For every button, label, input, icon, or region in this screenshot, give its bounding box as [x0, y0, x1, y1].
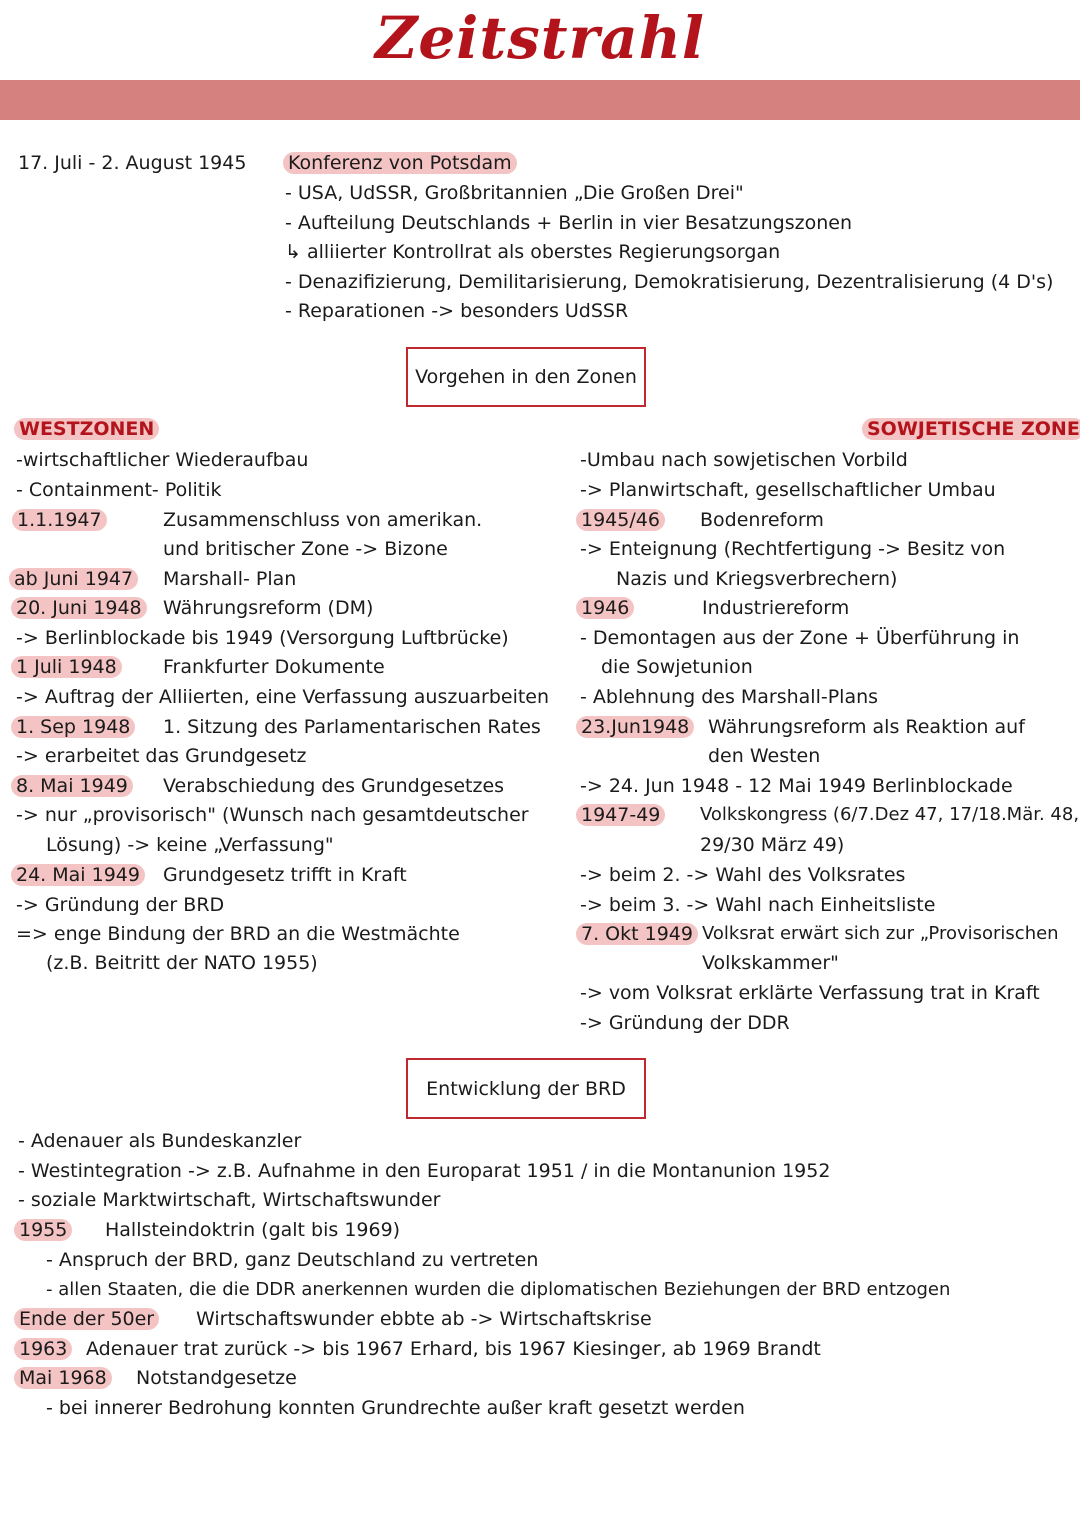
- west-text: Zusammenschluss von amerikan.: [163, 509, 483, 531]
- ost-sub: -> 24. Jun 1948 - 12 Mai 1949 Berlinblockade: [580, 775, 1013, 797]
- brd-line: - Westintegration -> z.B. Aufnahme in den Europarat 1951 / in die Montanunion 1952: [18, 1160, 831, 1182]
- west-text: Grundgesetz trifft in Kraft: [163, 864, 407, 886]
- ost-sub: -> beim 2. -> Wahl des Volksrates: [580, 864, 906, 886]
- west-sub: -> Gründung der BRD: [16, 894, 225, 916]
- west-intro: -wirtschaftlicher Wiederaufbau: [16, 449, 309, 471]
- west-text: Währungsreform (DM): [163, 597, 374, 619]
- brd-line: - soziale Marktwirtschaft, Wirtschaftswunder: [18, 1189, 441, 1211]
- brd-date: 1955: [14, 1219, 72, 1241]
- brd-date: Mai 1968: [14, 1367, 112, 1389]
- ost-sub: Nazis und Kriegsverbrechern): [616, 568, 898, 590]
- ost-sub: -> Enteignung (Rechtfertigung -> Besitz von: [580, 538, 1006, 560]
- ost-text: Volkskongress (6/7.Dez 47, 17/18.Mär. 48,: [700, 804, 1080, 825]
- brd-text: Adenauer trat zurück -> bis 1967 Erhard, bis 1967 Kiesinger, ab 1969 Brandt: [86, 1338, 821, 1360]
- ost-sub: -> vom Volksrat erklärte Verfassung trat in Kraft: [580, 982, 1040, 1004]
- brd-text: Notstandgesetze: [136, 1367, 297, 1389]
- ost-date: 7. Okt 1949: [576, 923, 698, 945]
- potsdam-heading: Konferenz von Potsdam: [283, 152, 517, 174]
- page-title: Zeitstrahl: [375, 4, 705, 72]
- west-heading: WESTZONEN: [14, 418, 159, 440]
- ost-text: Industriereform: [702, 597, 850, 619]
- brd-text: Wirtschaftswunder ebbte ab -> Wirtschaftskrise: [196, 1308, 652, 1330]
- title-band: [0, 80, 1080, 120]
- west-date: 1 Juli 1948: [11, 656, 122, 678]
- ost-text: Bodenreform: [700, 509, 824, 531]
- ost-date: 1945/46: [576, 509, 665, 531]
- ost-sub: - Demontagen aus der Zone + Überführung in: [580, 627, 1020, 649]
- west-sub: -> Auftrag der Alliierten, eine Verfassung auszuarbeiten: [16, 686, 550, 708]
- ost-text: Währungsreform als Reaktion auf: [708, 716, 1025, 738]
- west-sub: -> Berlinblockade bis 1949 (Versorgung Luftbrücke): [16, 627, 509, 649]
- ost-text: 29/30 März 49): [700, 834, 845, 856]
- zonen-box: Vorgehen in den Zonen: [406, 347, 646, 407]
- ost-intro: -> Planwirtschaft, gesellschaftlicher Umbau: [580, 479, 996, 501]
- west-date: 1. Sep 1948: [11, 716, 135, 738]
- brd-text: Hallsteindoktrin (galt bis 1969): [105, 1219, 401, 1241]
- brd-line: - Adenauer als Bundeskanzler: [18, 1130, 302, 1152]
- potsdam-line: - Aufteilung Deutschlands + Berlin in vier Besatzungszonen: [285, 212, 852, 234]
- ost-sub: - Ablehnung des Marshall-Plans: [580, 686, 879, 708]
- west-text: 1. Sitzung des Parlamentarischen Rates: [163, 716, 541, 738]
- west-sub: (z.B. Beitritt der NATO 1955): [46, 952, 318, 974]
- ost-text: den Westen: [708, 745, 821, 767]
- west-sub: -> erarbeitet das Grundgesetz: [16, 745, 307, 767]
- brd-date: 1963: [14, 1338, 72, 1360]
- brd-date: Ende der 50er: [14, 1308, 159, 1330]
- ost-sub: -> Gründung der DDR: [580, 1012, 790, 1034]
- potsdam-line: - Denazifizierung, Demilitarisierung, Demokratisierung, Dezentralisierung (4 D's): [285, 271, 1054, 293]
- west-sub: -> nur „provisorisch" (Wunsch nach gesamtdeutscher: [16, 804, 529, 826]
- west-text: Marshall- Plan: [163, 568, 297, 590]
- potsdam-line: - USA, UdSSR, Großbritannien „Die Großen Drei": [285, 182, 744, 204]
- west-text: und britischer Zone -> Bizone: [163, 538, 448, 560]
- west-intro: - Containment- Politik: [16, 479, 222, 501]
- ost-date: 1947-49: [576, 804, 665, 826]
- ost-sub: -> beim 3. -> Wahl nach Einheitsliste: [580, 894, 936, 916]
- ost-text: Volksrat erwärt sich zur „Provisorischen: [702, 923, 1059, 944]
- west-date: 8. Mai 1949: [11, 775, 133, 797]
- ost-heading: SOWJETISCHE ZONE: [862, 418, 1080, 440]
- brd-sub: - bei innerer Bedrohung konnten Grundrechte außer kraft gesetzt werden: [46, 1397, 745, 1419]
- potsdam-line: - Reparationen -> besonders UdSSR: [285, 300, 629, 322]
- west-sub: Lösung) -> keine „Verfassung": [46, 834, 334, 856]
- brd-sub: - Anspruch der BRD, ganz Deutschland zu vertreten: [46, 1249, 539, 1271]
- ost-intro: -Umbau nach sowjetischen Vorbild: [580, 449, 908, 471]
- west-date: 1.1.1947: [12, 509, 107, 531]
- west-sub: => enge Bindung der BRD an die Westmächte: [16, 923, 460, 945]
- ost-sub: die Sowjetunion: [601, 656, 753, 678]
- west-date: 20. Juni 1948: [11, 597, 147, 619]
- potsdam-line: ↳ alliierter Kontrollrat als oberstes Regierungsorgan: [285, 241, 781, 263]
- brd-sub: - allen Staaten, die die DDR anerkennen wurden die diplomatischen Beziehungen der BRD entzogen: [46, 1279, 951, 1300]
- brd-box: Entwicklung der BRD: [406, 1058, 646, 1119]
- ost-text: Volkskammer": [702, 952, 839, 974]
- west-date: ab Juni 1947: [9, 568, 138, 590]
- west-text: Verabschiedung des Grundgesetzes: [163, 775, 505, 797]
- potsdam-date: 17. Juli - 2. August 1945: [18, 152, 247, 174]
- west-text: Frankfurter Dokumente: [163, 656, 385, 678]
- west-date: 24. Mai 1949: [11, 864, 145, 886]
- ost-date: 1946: [576, 597, 634, 619]
- ost-date: 23.Jun1948: [576, 716, 694, 738]
